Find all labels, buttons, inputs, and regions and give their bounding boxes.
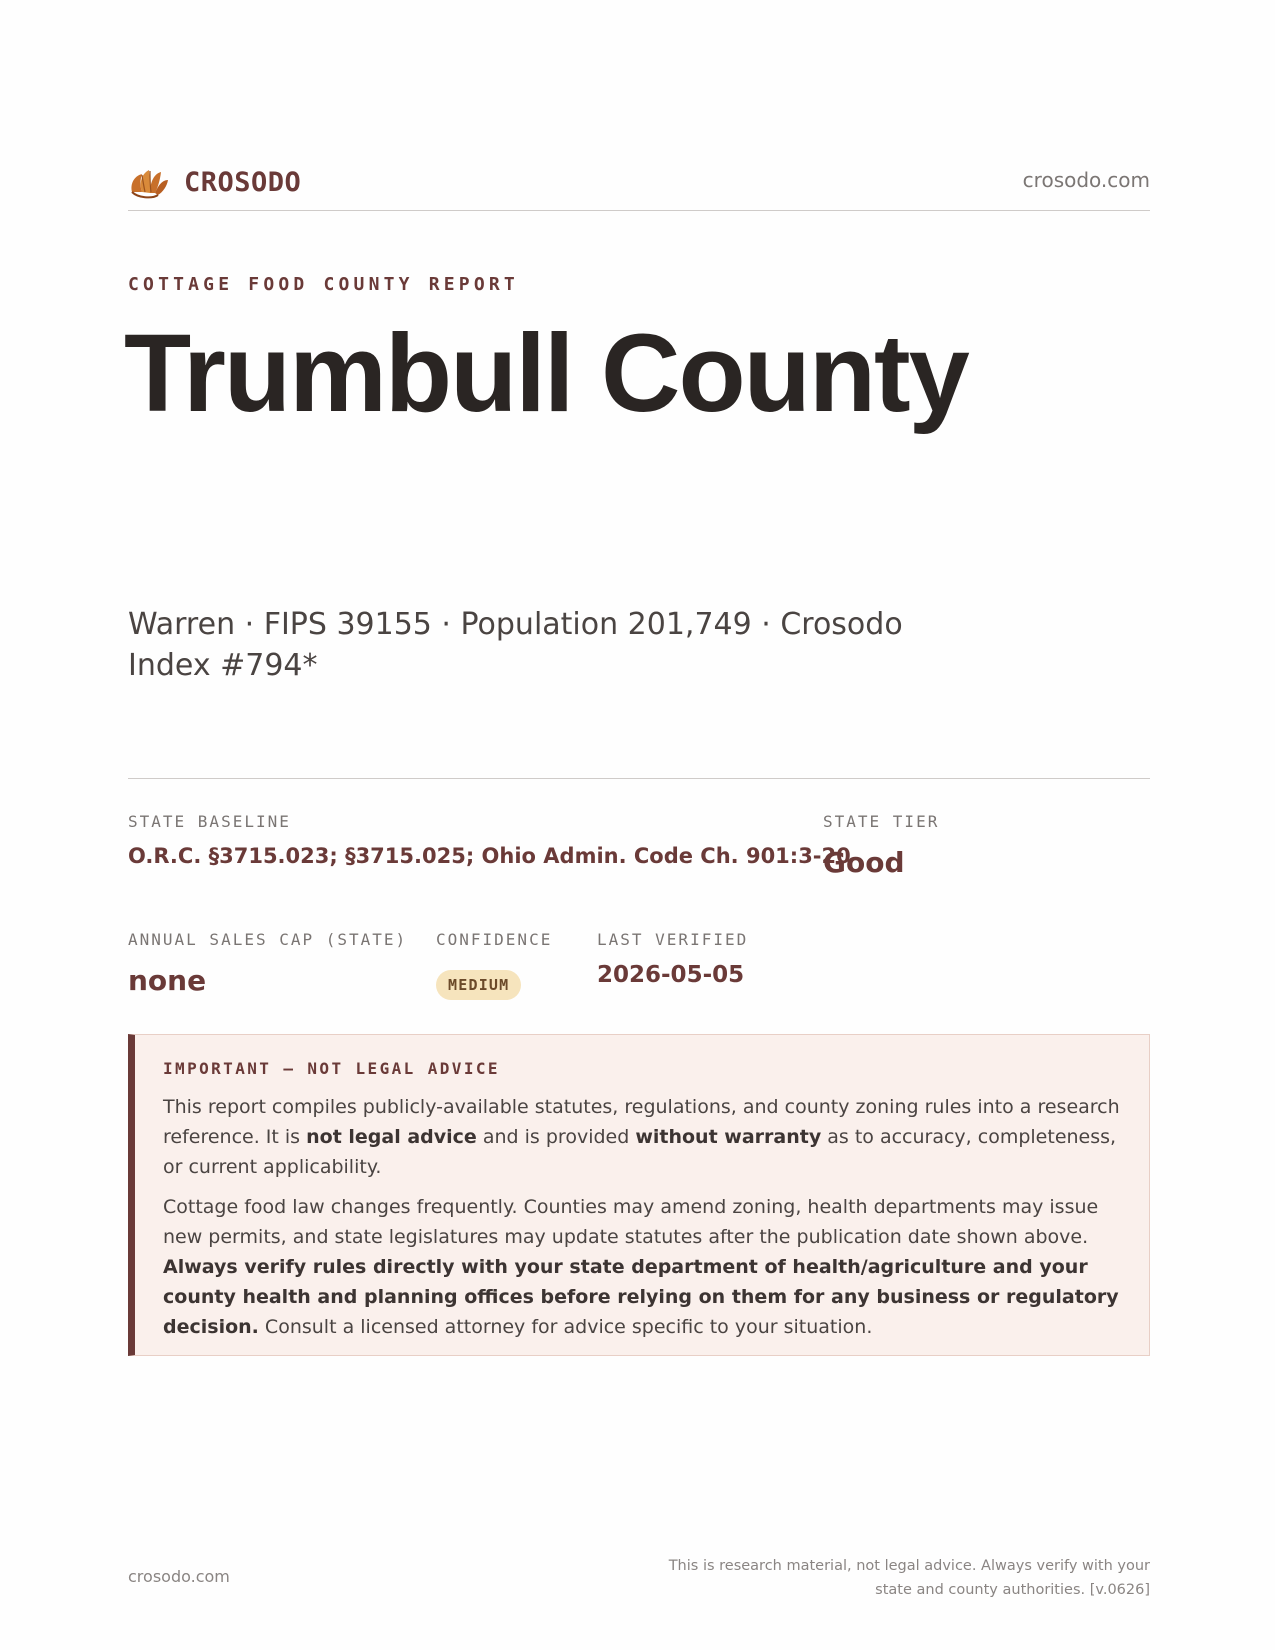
brand-name: CROSODO bbox=[184, 166, 302, 198]
confidence-label: CONFIDENCE bbox=[436, 930, 553, 949]
notice-paragraph-1: This report compiles publicly-available statutes, regulations, and county zoning rules into a research reference. It is not legal advice and is provided without warranty as to accuracy, completeness, or current applicability. bbox=[163, 1096, 1120, 1178]
site-link[interactable]: crosodo.com bbox=[1022, 168, 1150, 192]
footer-disclaimer: This is research material, not legal advice. Always verify with your state and county authorities. [v.0626] bbox=[668, 1558, 1150, 1598]
last-verified-label: LAST VERIFIED bbox=[597, 930, 749, 949]
county-title: Trumbull County bbox=[124, 312, 968, 435]
report-page bbox=[124, 0, 1150, 1650]
brand[interactable] bbox=[128, 162, 301, 202]
notice-title: IMPORTANT — NOT LEGAL ADVICE bbox=[163, 1059, 500, 1078]
county-meta: Warren · FIPS 39155 · Population 201,749 · Crosodo Index #794* bbox=[128, 607, 903, 683]
croissant-icon bbox=[128, 162, 170, 202]
state-baseline-value: O.R.C. §3715.023; §3715.025; Ohio Admin. Code Ch. 901:3-20 bbox=[128, 844, 851, 868]
sales-cap-label: ANNUAL SALES CAP (STATE) bbox=[128, 930, 408, 949]
sales-cap-value: none bbox=[128, 964, 207, 997]
footer-site: crosodo.com bbox=[128, 1567, 230, 1586]
confidence-badge: MEDIUM bbox=[436, 970, 521, 1000]
state-tier-label: STATE TIER bbox=[823, 812, 940, 831]
state-tier-value: Good bbox=[823, 846, 905, 879]
legal-notice bbox=[128, 1034, 1150, 1356]
report-eyebrow: COTTAGE FOOD COUNTY REPORT bbox=[128, 274, 519, 295]
page-header bbox=[128, 158, 1150, 211]
notice-paragraph-2: Cottage food law changes frequently. Counties may amend zoning, health departments may issue new permits, and state legislatures may update statutes after the publication date shown above. Always verify rules directly with your state department of health/agriculture and your county health and planning offices before relying on them for any business or regulatory decision. Consult a licensed attorney for advice specific to your situation. bbox=[163, 1196, 1119, 1338]
state-baseline-label: STATE BASELINE bbox=[128, 812, 291, 831]
last-verified-value: 2026-05-05 bbox=[597, 962, 745, 988]
divider bbox=[128, 778, 1150, 779]
